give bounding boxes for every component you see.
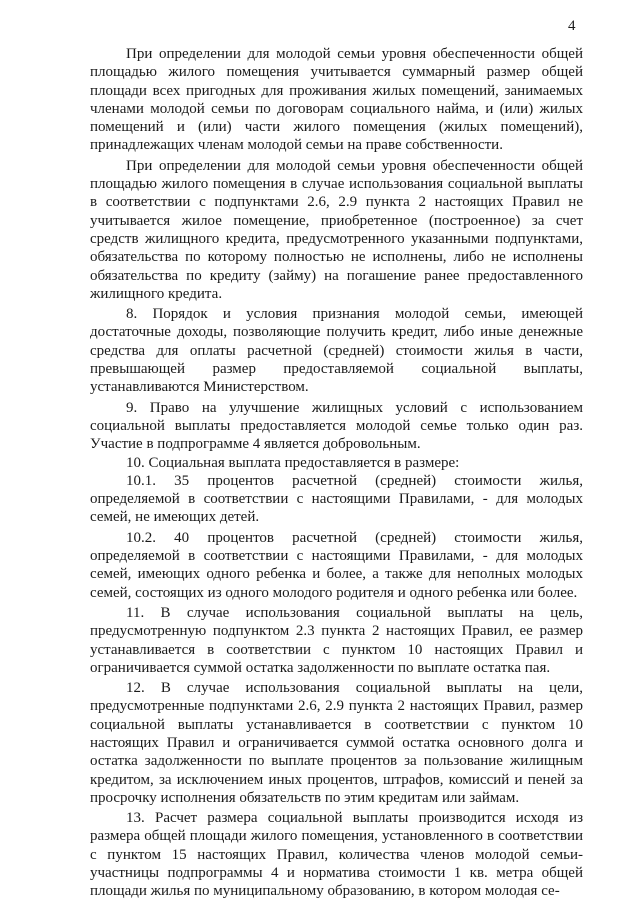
- document-body: [90, 45, 583, 901]
- paragraph-item-10: 10. Социальная выплата предоставляется в размере:: [126, 454, 460, 471]
- paragraph-item-9: 9. Право на улучшение жилищных условий с использованием социальной выплаты предоставляется молодой семье только один раз. Участие в подпрограмме 4 является добровольным.: [90, 399, 583, 453]
- paragraph-item-10-2: 10.2. 40 процентов расчетной (средней) стоимости жилья, определяемой в соответствии с настоящими Правилами, - для молодых семей, имеющих одного ребенка и более, а также для неполных молодых семей, состоящих из одного молодого родителя и одного ребенка или более.: [90, 529, 583, 601]
- paragraph-item-10-1: 10.1. 35 процентов расчетной (средней) стоимости жилья, определяемой в соответствии с настоящими Правилами, - для молодых семей, не имеющих детей.: [90, 472, 583, 526]
- page-number: 4: [568, 18, 576, 34]
- paragraph-item-13: 13. Расчет размера социальной выплаты производится исходя из размера общей площади жилого помещения, установленного в соответствии с пунктом 15 настоящих Правил, количества членов молодой семьи-участницы подпрограммы 4 и норматива стоимости 1 кв. метра общей площади жилья по муниципальному образованию, в котором молодая се-: [90, 810, 583, 900]
- paragraph-item-11: 11. В случае использования социальной выплаты на цель, предусмотренную подпунктом 2.3 пункта 2 настоящих Правил, ее размер устанавливается в соответствии с пунктом 10 настоящих Правил и ограничивается суммой остатка задолженности по выплате остатка пая.: [90, 604, 583, 676]
- paragraph-housing-credit-exclusion: При определении для молодой семьи уровня обеспеченности общей площадью жилого помещения в случае использования социальной выплаты в соответствии с подпунктами 2.6, 2.9 пункта 2 настоящих Правил не учитывается жилое помещение, приобретенное (построенное) за счет средств жилищного кредита, предусмотренного указанными подпунктами, обязательства по которому полностью не исполнены, либо не исполнены обязательства по кредиту (займу) на погашение ранее предоставленного жилищного кредита.: [90, 157, 583, 302]
- paragraph-housing-area-rule: При определении для молодой семьи уровня обеспеченности общей площадью жилого помещения учитывается суммарный размер общей площади всех пригодных для проживания жилых помещений, занимаемых членами молодой семьи по договорам социального найма, и (или) жилых помещений и (или) части жилого помещения (жилых помещений), принадлежащих членам молодой семьи на праве собственности.: [90, 46, 583, 154]
- paragraph-item-12: 12. В случае использования социальной выплаты на цели, предусмотренные подпунктами 2.6, 2.9 пункта 2 настоящих Правил, размер социальной выплаты устанавливается в соответствии с пунктом 10 настоящих Правил и ограничивается суммой остатка основного долга и остатка задолженности по выплате процентов за пользование жилищным кредитом, за исключением иных процентов, штрафов, комиссий и пеней за просрочку исполнения обязательств по этим кредитам или займам.: [90, 680, 583, 806]
- paragraph-item-8: 8. Порядок и условия признания молодой семьи, имеющей достаточные доходы, позволяющие получить кредит, либо иные денежные средства для оплаты расчетной (средней) стоимости жилья в части, превышающей размер предоставляемой социальной выплаты, устанавливаются Министерством.: [90, 306, 583, 396]
